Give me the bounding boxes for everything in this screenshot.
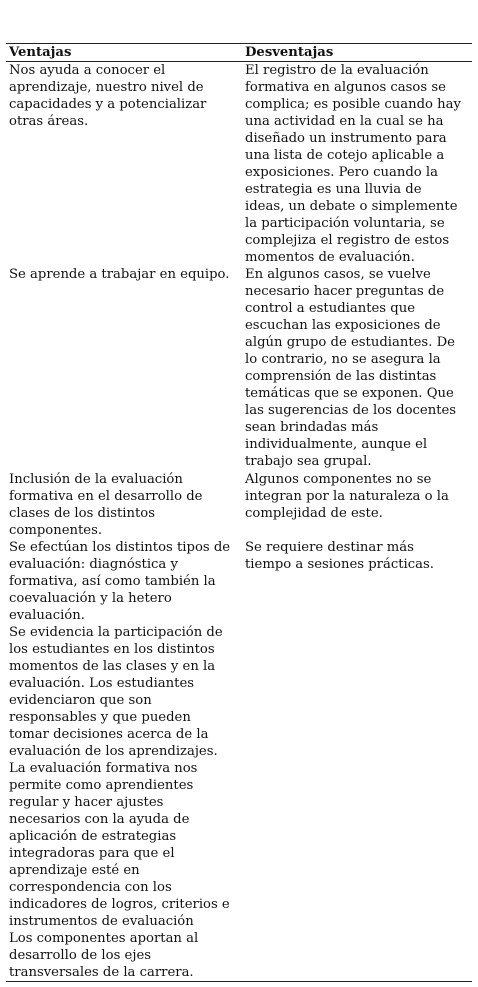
header-ventajas: Ventajas: [6, 44, 242, 62]
table-row: [6, 62, 472, 267]
header-desventajas: Desventajas: [242, 44, 472, 62]
table-row: [6, 266, 472, 471]
ventaja-cell: Se efectúan los distintos tipos de evaluación: diagnóstica y formativa, así como también la coevaluación y la hetero evaluación.: [9, 540, 231, 623]
ventaja-cell: Se evidencia la participación de los estudiantes en los distintos momentos de las clases y en la evaluación. Los estudiantes evidenciaron que son responsables y que pueden tomar decisiones acerca de la evaluación de los aprendizajes.: [9, 625, 223, 759]
table-row: [6, 930, 472, 982]
document-body: [6, 43, 472, 982]
table-body: [6, 62, 472, 982]
ventaja-cell: La evaluación formativa nos permite como aprendientes regular y hacer ajustes necesarios con la ayuda de aplicación de estrategias integradoras para que el aprendizaje esté en correspondencia con los indicadores de logros, criterios e instrumentos de evaluación: [9, 761, 230, 929]
table-row: [6, 760, 472, 930]
desventaja-cell: Se requiere destinar más tiempo a sesiones prácticas.: [245, 540, 434, 572]
table-row: [6, 471, 472, 539]
table-header: [6, 44, 472, 62]
desventaja-cell: En algunos casos, se vuelve necesario hacer preguntas de control a estudiantes que escuchan las exposiciones de algún grupo de estudiantes. De lo contrario, no se asegura la comprensión de las distintas temáticas que se exponen. Que las sugerencias de los docentes sean brindadas más individualmente, aunque el trabajo sea grupal.: [245, 267, 457, 469]
ventaja-cell: Inclusión de la evaluación formativa en el desarrollo de clases de los distintos componentes.: [9, 472, 203, 538]
desventaja-cell: El registro de la evaluación formativa en algunos casos se complica; es posible cuando hay una actividad en la cual se ha diseñado un instrumento para una lista de cotejo aplicable a exposiciones. Pero cuando la estrategia es una lluvia de ideas, un debate o simplemente la participación voluntaria, se complejiza el registro de estos momentos de evaluación.: [245, 63, 461, 265]
ventaja-cell: Los componentes aportan al desarrollo de los ejes transversales de la carrera.: [6, 930, 242, 982]
table-row: [6, 539, 472, 624]
ventaja-cell: Nos ayuda a conocer el aprendizaje, nuestro nivel de capacidades y a potencializar otras áreas.: [9, 63, 207, 129]
desventaja-cell: [242, 760, 472, 930]
ventaja-cell: Se aprende a trabajar en equipo.: [9, 267, 230, 282]
desventaja-cell: [242, 930, 472, 982]
header-row: [6, 44, 472, 62]
desventaja-cell: Algunos componentes no se integran por la naturaleza o la complejidad de este.: [245, 472, 449, 521]
advantages-disadvantages-table: [6, 43, 472, 982]
table-row: [6, 624, 472, 760]
desventaja-cell: [242, 624, 472, 760]
